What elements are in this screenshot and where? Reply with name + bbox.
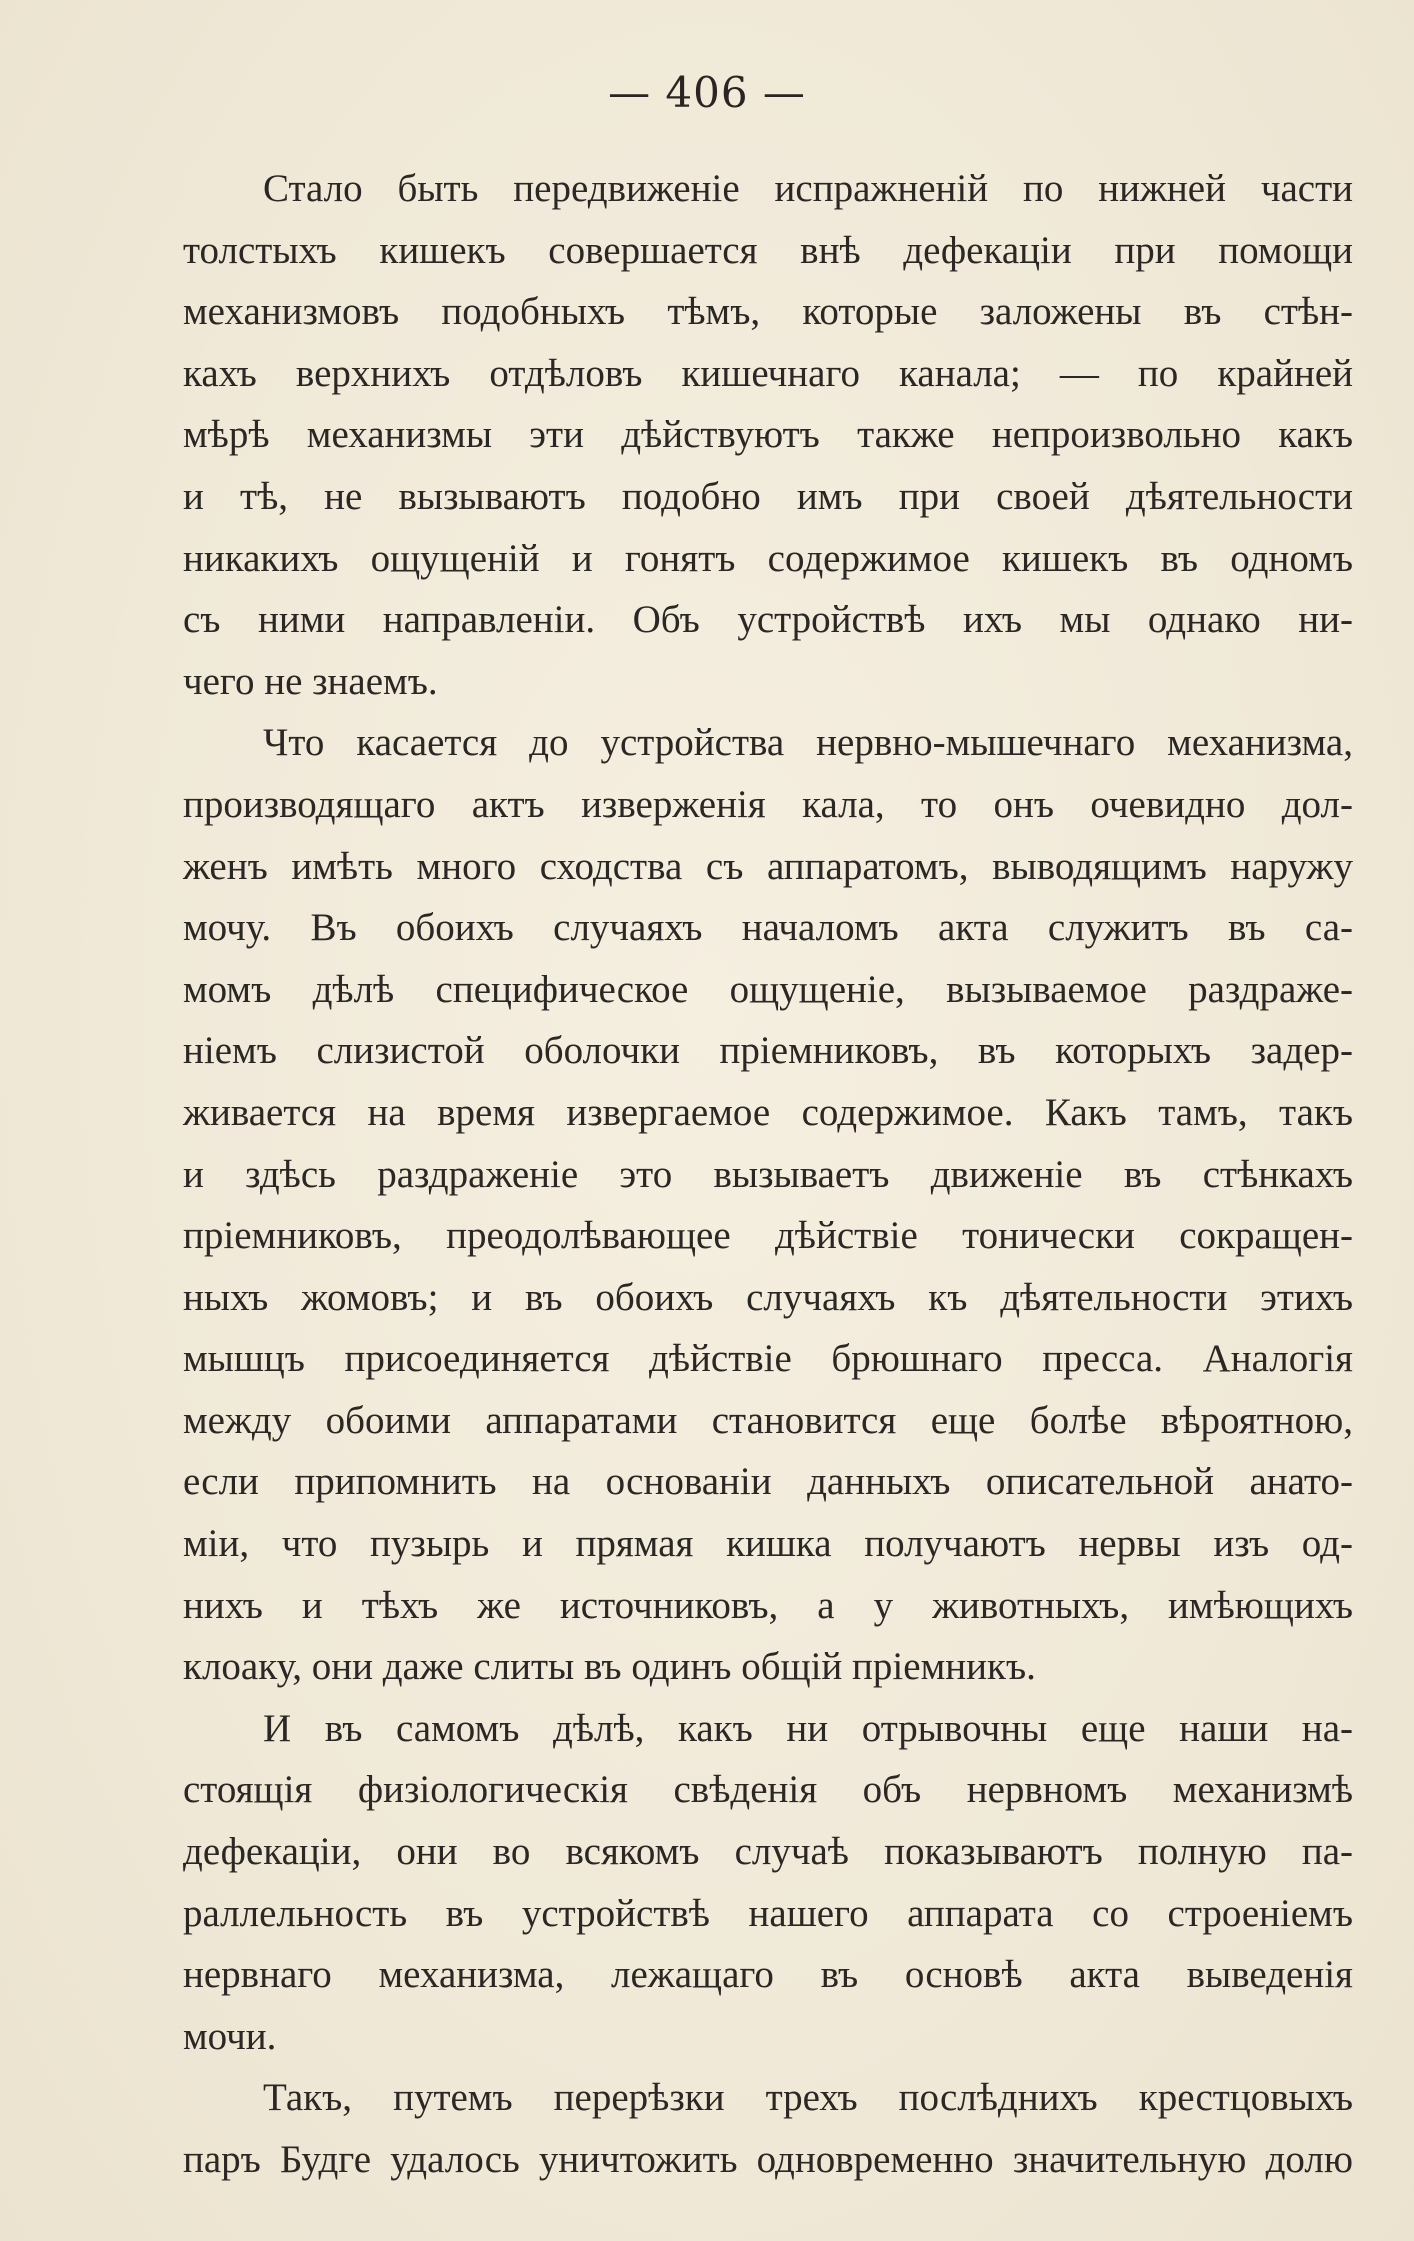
text-line: дефекаціи, они во всякомъ случаѣ показываютъ полную па-: [183, 1830, 1353, 1874]
text-line: паръ Будге удалось уничтожить одновременно значительную долю: [183, 2138, 1353, 2181]
text-line: клоаку, они даже слиты въ одинъ общій пріемникъ.: [183, 1645, 1036, 1689]
page-number: — 406 —: [608, 68, 806, 117]
text-line: момъ дѣлѣ специфическое ощущеніе, вызываемое раздраже-: [183, 967, 1353, 1011]
text-line: чего не знаемъ.: [183, 659, 438, 703]
text-line: толстыхъ кишекъ совершается внѣ дефекаціи при помощи: [183, 228, 1353, 272]
text-line: пріемниковъ, преодолѣвающее дѣйствіе тонически сокращен-: [183, 1214, 1353, 1258]
text-line: и здѣсь раздраженіе это вызываетъ движеніе въ стѣнкахъ: [183, 1152, 1353, 1196]
text-line: Стало быть передвиженіе испражненій по нижней части: [263, 167, 1353, 210]
paragraph-2: [183, 712, 1353, 1698]
text-line: производящаго актъ изверженія кала, то онъ очевидно дол-: [183, 782, 1353, 826]
body-text: [183, 158, 1353, 2191]
text-line: женъ имѣть много сходства съ аппаратомъ, выводящимъ наружу: [183, 844, 1353, 888]
text-line: нервнаго механизма, лежащаго въ основѣ акта выведенія: [183, 1953, 1353, 1997]
text-line: стоящія физіологическія свѣденія объ нервномъ механизмѣ: [183, 1768, 1353, 1812]
text-line: живается на время извергаемое содержимое. Какъ тамъ, такъ: [183, 1090, 1353, 1134]
text-line: ныхъ жомовъ; и въ обоихъ случаяхъ къ дѣятельности этихъ: [183, 1275, 1353, 1319]
text-line: раллельность въ устройствѣ нашего аппарата со строеніемъ: [183, 1891, 1353, 1935]
text-line: если припомнить на основаніи данныхъ описательной анато-: [183, 1460, 1353, 1504]
text-line: Что касается до устройства нервно-мышечнаго механизма,: [263, 721, 1353, 765]
text-line: никакихъ ощущеній и гонятъ содержимое кишекъ въ одномъ: [183, 536, 1353, 580]
text-line: мочу. Въ обоихъ случаяхъ началомъ акта служитъ въ са-: [183, 906, 1353, 950]
text-line: между обоими аппаратами становится еще болѣе вѣроятною,: [183, 1398, 1353, 1442]
paragraph-4: [183, 2067, 1353, 2190]
text-line: механизмовъ подобныхъ тѣмъ, которые заложены въ стѣн-: [183, 290, 1353, 334]
text-line: мочи.: [183, 2014, 277, 2058]
text-line: міи, что пузырь и прямая кишка получаютъ нервы изъ од-: [183, 1522, 1353, 1566]
text-line: съ ними направленіи. Объ устройствѣ ихъ мы однако ни-: [183, 598, 1353, 642]
text-line: И въ самомъ дѣлѣ, какъ ни отрывочны еще наши на-: [263, 1706, 1353, 1750]
paragraph-1: [183, 158, 1353, 712]
text-line: Такъ, путемъ перерѣзки трехъ послѣднихъ крестцовыхъ: [263, 2076, 1353, 2120]
text-line: мѣрѣ механизмы эти дѣйствуютъ также непроизвольно какъ: [183, 413, 1353, 457]
text-line: нихъ и тѣхъ же источниковъ, а у животныхъ, имѣющихъ: [183, 1583, 1353, 1627]
text-line: и тѣ, не вызываютъ подобно имъ при своей дѣятельности: [183, 474, 1353, 518]
text-line: кахъ верхнихъ отдѣловъ кишечнаго канала; — по крайней: [183, 351, 1353, 395]
text-line: мышцъ присоединяется дѣйствіе брюшнаго пресса. Аналогія: [183, 1337, 1353, 1381]
text-line: ніемъ слизистой оболочки пріемниковъ, въ которыхъ задер-: [183, 1029, 1353, 1073]
paragraph-3: [183, 1698, 1353, 2068]
